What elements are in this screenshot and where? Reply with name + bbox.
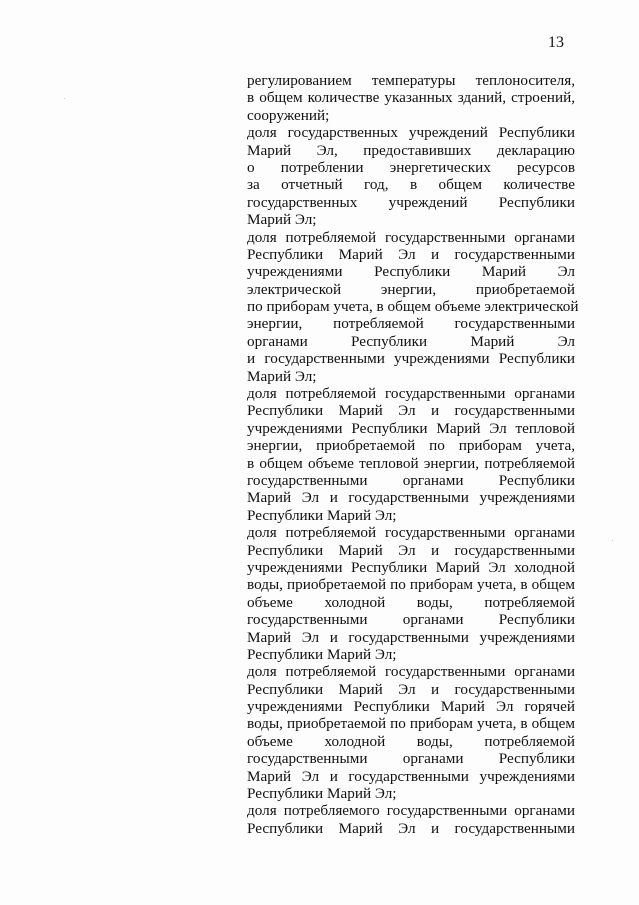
text-line: Марий Эл и государственными учреждениями	[247, 767, 575, 785]
text-line: объеме холодной воды, потребляемой	[247, 732, 575, 750]
text-line: государственными органами Республики	[247, 750, 575, 768]
text-line: Республики Марий Эл и государственными	[247, 402, 575, 420]
text-line: Республики Марий Эл;	[247, 785, 397, 803]
text-line: доля потребляемого государственными органами	[247, 802, 575, 820]
text-line: Республики Марий Эл и государственными	[247, 680, 575, 698]
text-line: Республики Марий Эл и государственными	[247, 819, 575, 837]
text-line: энергии, потребляемой государственными	[247, 315, 575, 333]
text-line: доля государственных учреждений Республики	[247, 124, 575, 142]
text-line: объеме холодной воды, потребляемой	[247, 593, 575, 611]
text-line: государственными органами Республики	[247, 471, 575, 489]
text-line: электрической энергии, приобретаемой	[247, 280, 575, 298]
text-line: Марий Эл, предоставивших декларацию	[247, 141, 575, 159]
text-line: Республики Марий Эл и государственными	[247, 245, 575, 263]
text-line: воды, приобретаемой по приборам учета, в общем	[247, 576, 575, 594]
text-line: Марий Эл и государственными учреждениями	[247, 628, 575, 646]
text-line: Марий Эл;	[247, 367, 317, 385]
text-line: регулированием температуры теплоносителя,	[247, 72, 575, 89]
body-text	[247, 72, 579, 837]
text-line: энергии, приобретаемой по приборам учета,	[247, 437, 575, 455]
page-number: 13	[548, 34, 564, 51]
text-line: доля потребляемой государственными органами	[247, 663, 575, 681]
scan-speck	[612, 540, 613, 541]
text-line: учреждениями Республики Марий Эл холодной	[247, 558, 575, 576]
text-line: Республики Марий Эл;	[247, 645, 397, 663]
text-line: за отчетный год, в общем количестве	[247, 176, 575, 194]
text-line: по приборам учета, в общем объеме электрической	[247, 298, 579, 316]
text-line: о потреблении энергетических ресурсов	[247, 158, 575, 176]
text-line: доля потребляемой государственными органами	[247, 524, 575, 542]
text-line: в общем количестве указанных зданий, строений,	[247, 89, 575, 107]
text-line: государственных учреждений Республики	[247, 193, 575, 211]
text-line: Республики Марий Эл;	[247, 506, 397, 524]
text-line: воды, приобретаемой по приборам учета, в общем	[247, 715, 575, 733]
text-line: Марий Эл и государственными учреждениями	[247, 489, 575, 507]
text-line: в общем объеме тепловой энергии, потребляемой	[247, 454, 575, 472]
text-line: органами Республики Марий Эл	[247, 332, 575, 350]
text-line: учреждениями Республики Марий Эл	[247, 263, 575, 281]
text-line: государственными органами Республики	[247, 611, 575, 629]
text-line: учреждениями Республики Марий Эл горячей	[247, 698, 575, 716]
text-line: доля потребляемой государственными органами	[247, 385, 575, 403]
text-line: и государственными учреждениями Республики	[247, 350, 575, 368]
text-line: сооружений;	[247, 106, 330, 124]
text-line: Марий Эл;	[247, 211, 317, 229]
scan-speck	[64, 98, 65, 99]
text-line: доля потребляемой государственными органами	[247, 228, 575, 246]
text-line: Республики Марий Эл и государственными	[247, 541, 575, 559]
text-line: учреждениями Республики Марий Эл тепловой	[247, 419, 575, 437]
